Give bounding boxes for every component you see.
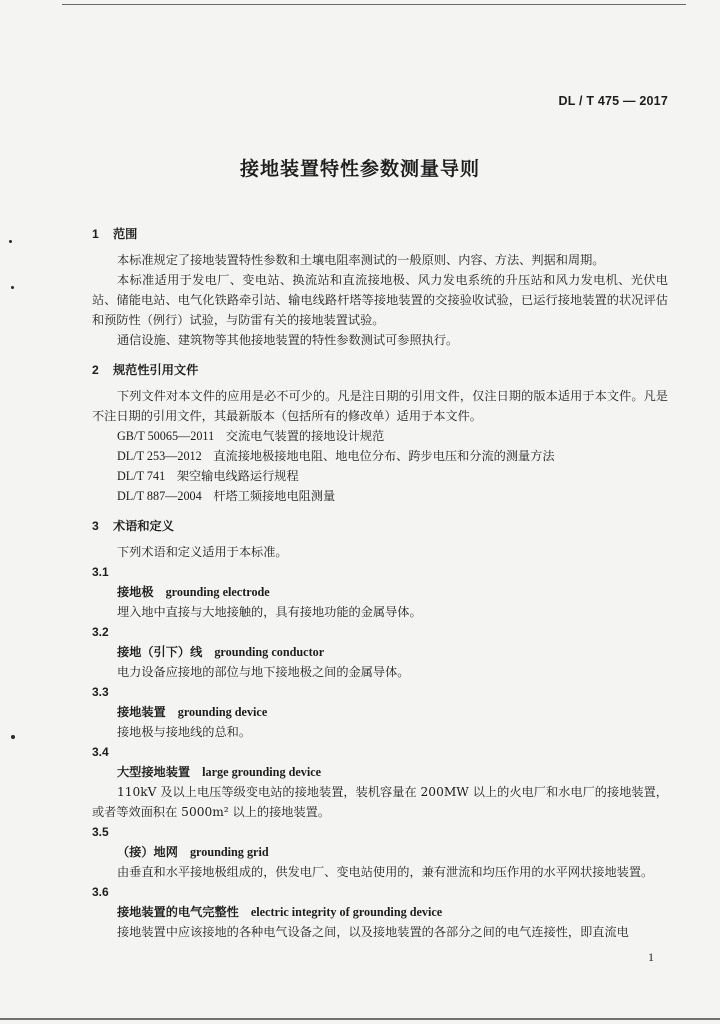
term-en: electric integrity of grounding device xyxy=(250,905,443,919)
document-body xyxy=(92,224,668,942)
reference-title: 交流电气装置的接地设计规范 xyxy=(225,429,385,443)
reference-code: DL/T 253—2012 xyxy=(117,449,202,463)
term-zh: 接地极 xyxy=(117,585,154,599)
standard-number: DL / T 475 — 2017 xyxy=(558,94,668,108)
paragraph: 通信设施、建筑物等其他接地装置的特性参数测试可参照执行。 xyxy=(117,333,459,347)
section-number: 3 xyxy=(92,519,99,533)
section-title: 术语和定义 xyxy=(113,519,174,533)
term-zh: 接地装置 xyxy=(117,705,166,719)
term-definition: 接地装置中应该接地的各种电气设备之间，以及接地装置的各部分之间的电气连接性，即直流电 xyxy=(117,925,629,939)
term-definition: 110kV 及以上电压等级变电站的接地装置，装机容量在 200MW 以上的火电厂和水电厂的接地装置，或者等效面积在 5000m² 以上的接地装置。 xyxy=(92,785,668,819)
clause-number: 3.3 xyxy=(92,685,109,699)
term-heading xyxy=(92,702,668,722)
scan-speck xyxy=(11,735,15,739)
reference-title: 直流接地极接地电阻、地电位分布、跨步电压和分流的测量方法 xyxy=(213,449,555,463)
term-zh: 大型接地装置 xyxy=(117,765,191,779)
term-en: grounding device xyxy=(177,705,268,719)
reference-title: 架空输电线路运行规程 xyxy=(176,469,299,483)
clause-number: 3.5 xyxy=(92,825,109,839)
section-title: 规范性引用文件 xyxy=(113,363,199,377)
scan-speck xyxy=(11,286,14,289)
term-heading xyxy=(92,642,668,662)
section-title: 范围 xyxy=(113,227,138,241)
reference-code: GB/T 50065—2011 xyxy=(117,429,215,443)
clause-number: 3.2 xyxy=(92,625,109,639)
term-definition: 电力设备应接地的部位与地下接地极之间的金属导体。 xyxy=(117,665,410,679)
reference-title: 杆塔工频接地电阻测量 xyxy=(213,489,336,503)
term-definition: 由垂直和水平接地极组成的，供发电厂、变电站使用的，兼有泄流和均压作用的水平网状接地装置。 xyxy=(117,865,654,879)
section-heading-3 xyxy=(92,516,668,536)
term-zh: 接地（引下）线 xyxy=(117,645,203,659)
paragraph: 下列文件对本文件的应用是必不可少的。凡是注日期的引用文件，仅注日期的版本适用于本文件。凡是不注日期的引用文件，其最新版本（包括所有的修改单）适用于本文件。 xyxy=(92,389,668,423)
clause-number: 3.6 xyxy=(92,885,109,899)
section-heading-2 xyxy=(92,360,668,380)
reference-item xyxy=(92,486,668,506)
term-en: large grounding device xyxy=(202,765,322,779)
clause-number: 3.4 xyxy=(92,745,109,759)
term-heading xyxy=(92,762,668,782)
scan-edge-bottom xyxy=(0,1018,720,1020)
term-definition: 埋入地中直接与大地接触的，具有接地功能的金属导体。 xyxy=(117,605,422,619)
term-en: grounding conductor xyxy=(214,645,325,659)
document-title: 接地装置特性参数测量导则 xyxy=(239,158,480,180)
term-en: grounding electrode xyxy=(165,585,270,599)
scan-edge-top xyxy=(62,4,686,5)
reference-code: DL/T 887—2004 xyxy=(117,489,202,503)
page-number: 1 xyxy=(648,950,654,964)
clause-number: 3.1 xyxy=(92,565,109,579)
term-heading xyxy=(92,902,668,922)
term-heading xyxy=(92,842,668,862)
term-en: grounding grid xyxy=(189,845,269,859)
section-number: 2 xyxy=(92,363,99,377)
term-zh: （接）地网 xyxy=(117,845,178,859)
paragraph: 本标准规定了接地装置特性参数和土壤电阻率测试的一般原则、内容、方法、判据和周期。 xyxy=(117,253,605,267)
section-heading-1 xyxy=(92,224,668,244)
term-definition: 接地极与接地线的总和。 xyxy=(117,725,252,739)
scan-speck xyxy=(9,240,12,243)
reference-item xyxy=(92,466,668,486)
reference-code: DL/T 741 xyxy=(117,469,166,483)
paragraph: 下列术语和定义适用于本标准。 xyxy=(117,545,288,559)
reference-item xyxy=(92,446,668,466)
term-zh: 接地装置的电气完整性 xyxy=(117,905,239,919)
term-heading xyxy=(92,582,668,602)
reference-item xyxy=(92,426,668,446)
paragraph: 本标准适用于发电厂、变电站、换流站和直流接地极、风力发电系统的升压站和风力发电机、光伏电站、储能电站、电气化铁路牵引站、输电线路杆塔等接地装置的交接验收试验，已运行接地装置的状况评估和预防性（例行）试验，与防雷有关的接地装置试验。 xyxy=(92,273,668,327)
section-number: 1 xyxy=(92,227,99,241)
